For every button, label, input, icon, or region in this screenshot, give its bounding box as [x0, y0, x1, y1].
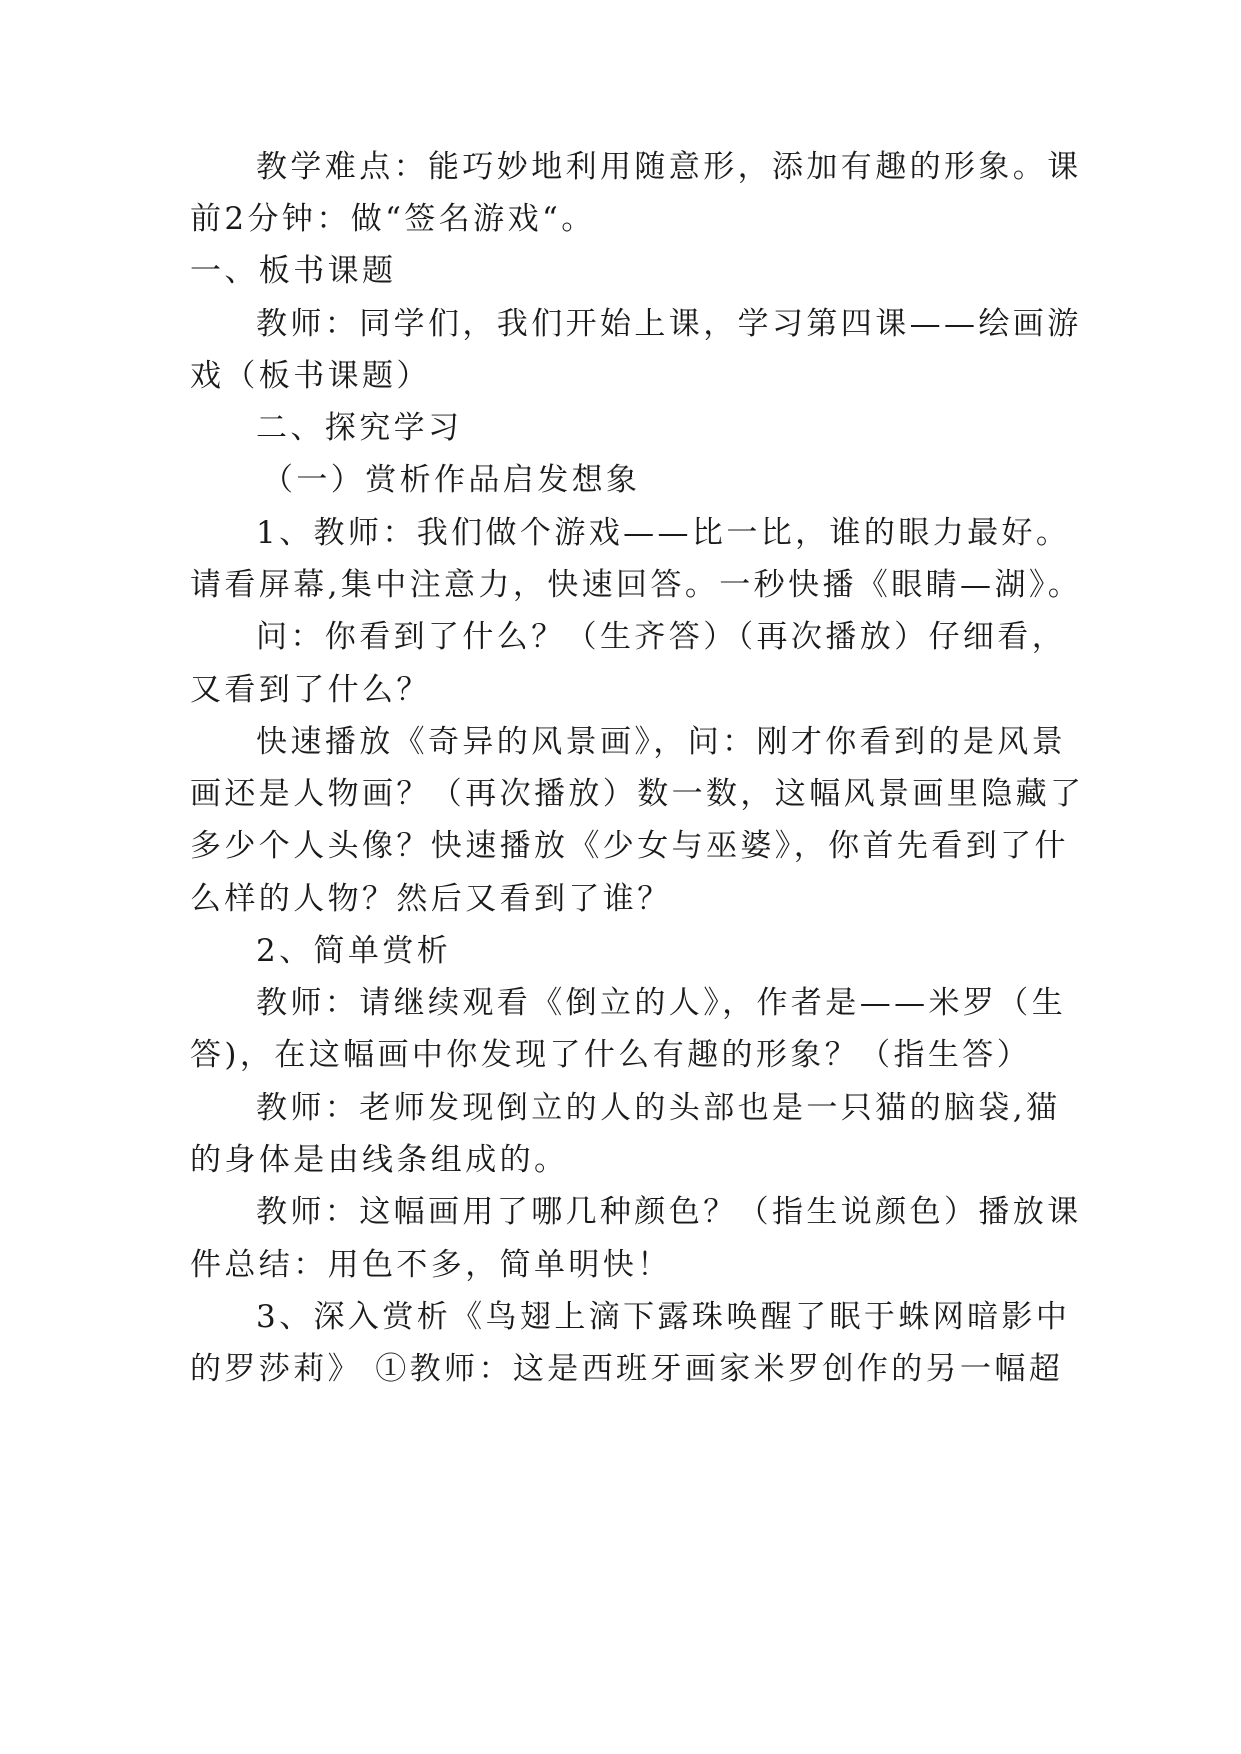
subsection-heading: （一）赏析作品启发想象 [262, 462, 641, 498]
text-line: 教学难点：能巧妙地利用随意形，添加有趣的形象。课 [256, 149, 1082, 185]
text-line: 教师：老师发现倒立的人的头部也是一只猫的脑袋,猫 [256, 1090, 1061, 1126]
text-line: 问：你看到了什么？（生齐答）（再次播放）仔细看， [256, 619, 1067, 655]
text-line: 么样的人物？然后又看到了谁？ [190, 881, 672, 917]
subsection-heading: 2、简单赏析 [256, 933, 452, 969]
text-line: 画还是人物画？（再次播放）数一数，这幅风景画里隐藏了 [190, 776, 1085, 812]
text-line: 的罗莎莉》 ①教师：这是西班牙画家米罗创作的另一幅超 [190, 1351, 1064, 1387]
section-heading: 二、探究学习 [256, 410, 463, 446]
section-heading: 一、板书课题 [190, 253, 397, 289]
text-line: 前2分钟：做“签名游戏“。 [190, 201, 596, 237]
text-line: 教师：这幅画用了哪几种颜色？（指生说颜色）播放课 [256, 1194, 1082, 1230]
text-line: 请看屏幕,集中注意力，快速回答。一秒快播《眼睛—湖》。 [190, 567, 1083, 603]
text-line: 教师：同学们，我们开始上课，学习第四课——绘画游 [256, 306, 1082, 342]
text-line: 戏（板书课题） [190, 358, 431, 394]
text-line: 3、深入赏析《鸟翅上滴下露珠唤醒了眠于蛛网暗影中 [256, 1299, 1071, 1335]
text-line: 答)，在这幅画中你发现了什么有趣的形象？（指生答） [190, 1037, 1032, 1073]
text-line: 教师：请继续观看《倒立的人》，作者是——米罗（生 [256, 985, 1067, 1021]
text-line: 又看到了什么？ [190, 672, 431, 708]
text-line: 多少个人头像？快速播放《少女与巫婆》，你首先看到了什 [190, 828, 1069, 864]
text-line: 件总结：用色不多，简单明快！ [190, 1247, 672, 1283]
text-line: 1、教师：我们做个游戏——比一比，谁的眼力最好。 [256, 515, 1071, 551]
text-line: 的身体是由线条组成的。 [190, 1142, 569, 1178]
text-line: 快速播放《奇异的风景画》，问：刚才你看到的是风景 [256, 724, 1067, 760]
